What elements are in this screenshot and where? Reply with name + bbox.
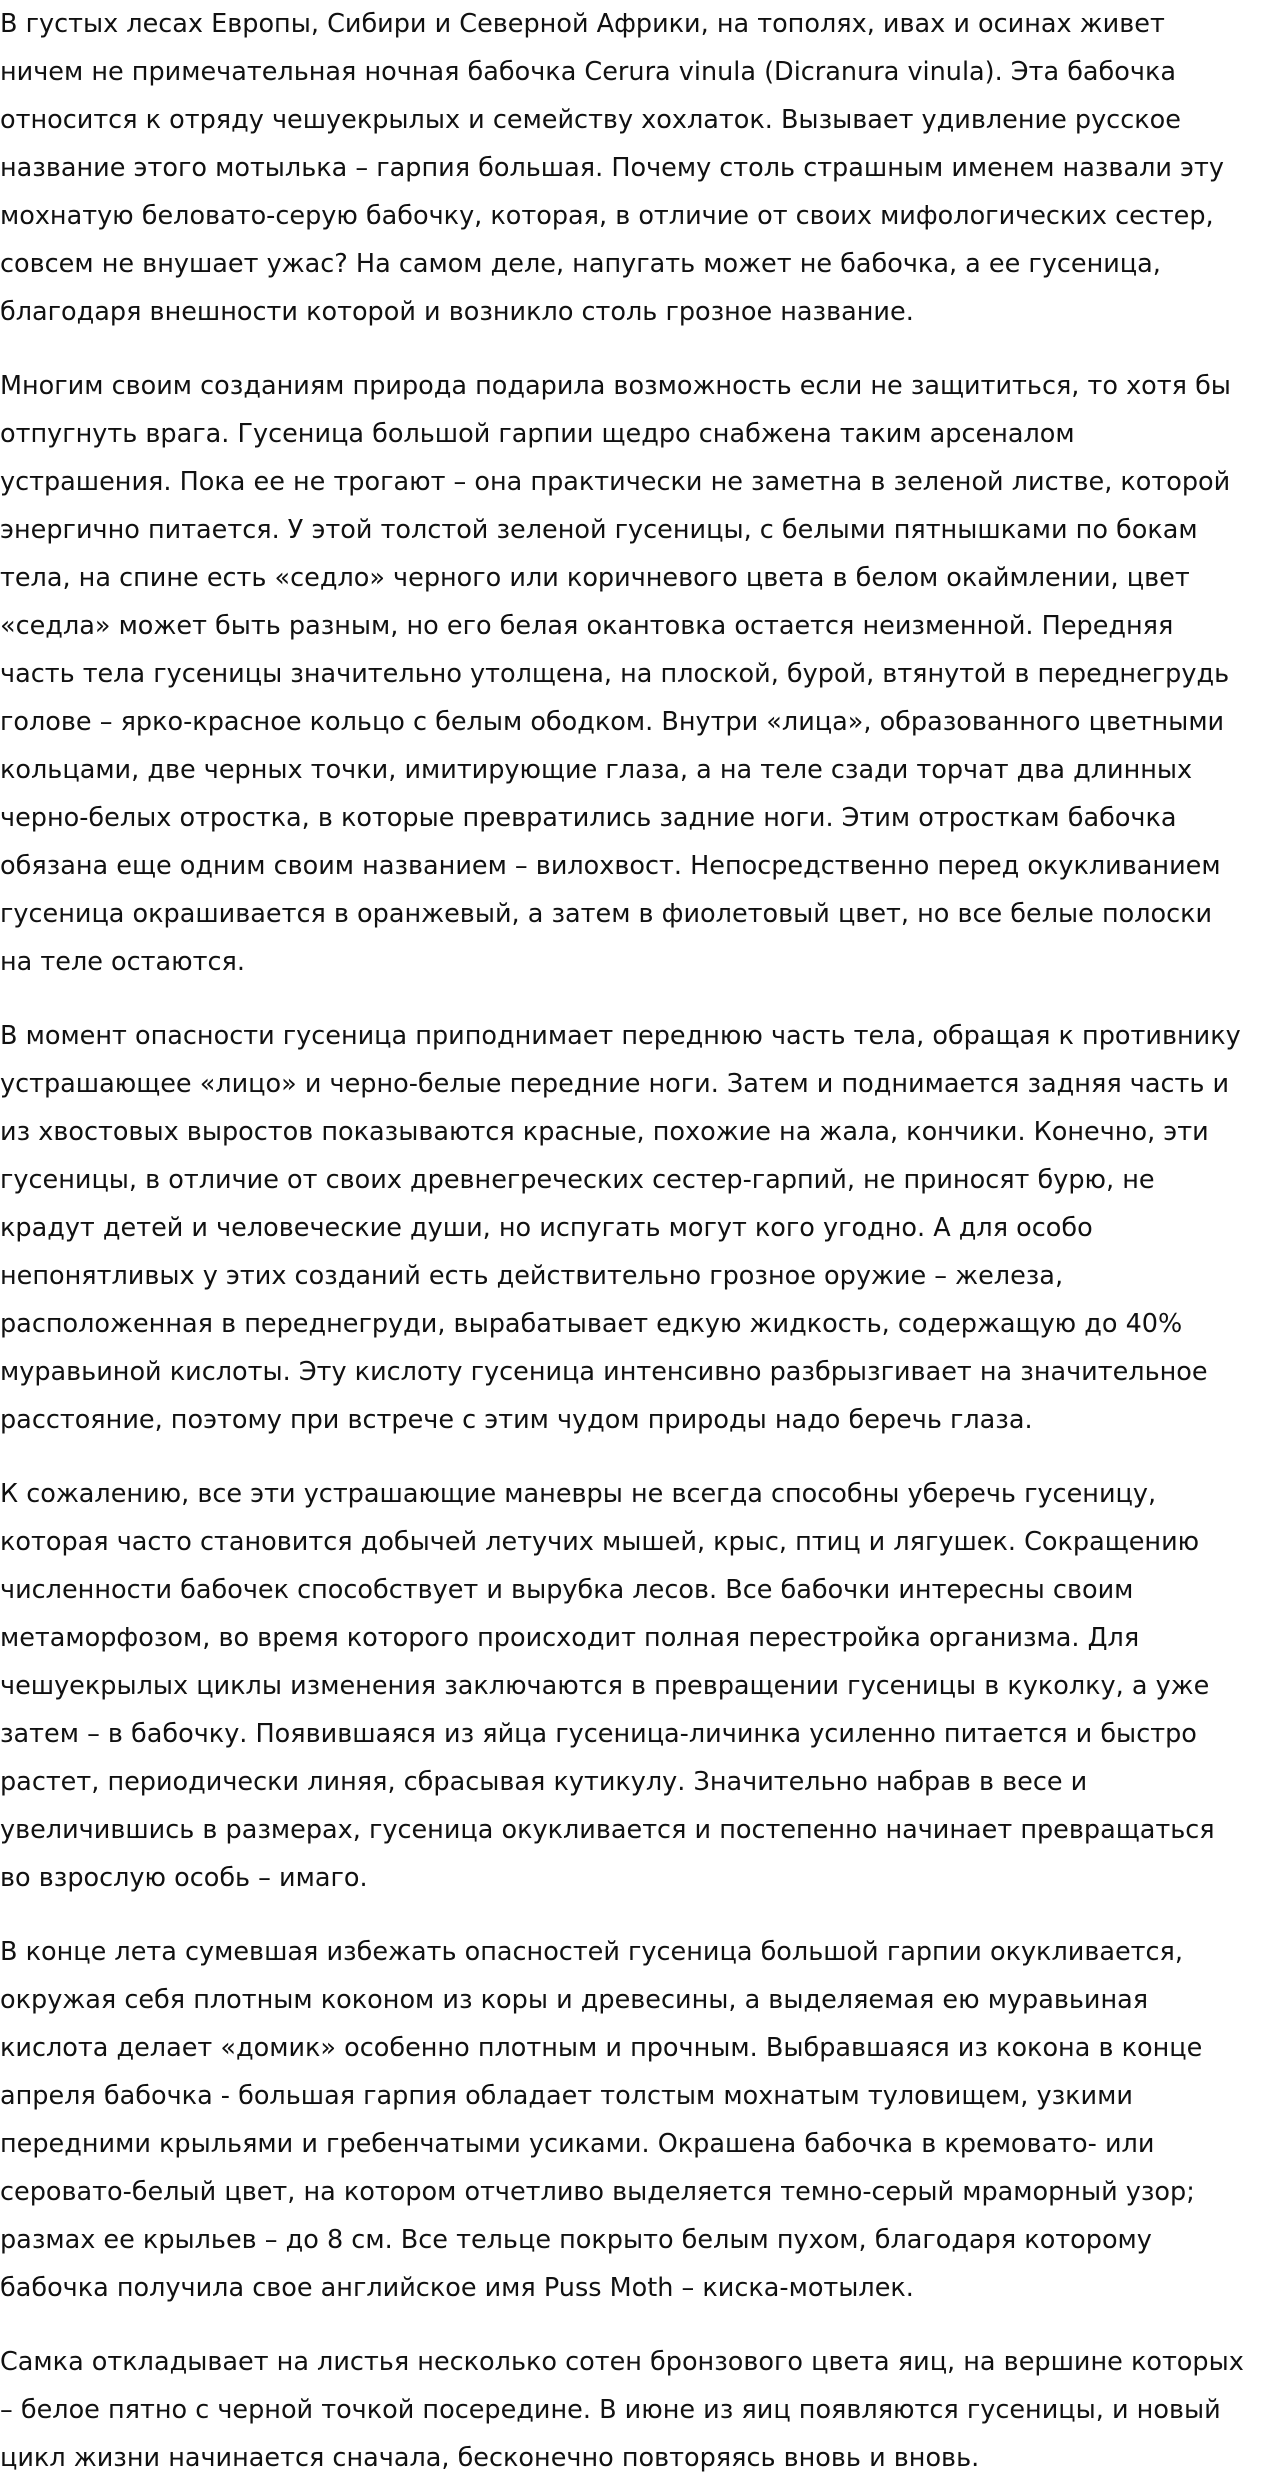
paragraph-line: устрашающее «лицо» и черно-белые передние ноги. Затем и поднимается задняя часть и (0, 1069, 1230, 1099)
paragraph-6 (0, 2338, 1270, 2482)
paragraph-line: кислота делает «домик» особенно плотным и прочным. Выбравшаяся из кокона в конце (0, 2033, 1203, 2063)
paragraph-line: чешуекрылых циклы изменения заключаются в превращении гусеницы в куколку, а уже (0, 1671, 1210, 1701)
paragraph-line: размах ее крыльев – до 8 см. Все тельце покрыто белым пухом, благодаря которому (0, 2225, 1152, 2255)
paragraph-line: В густых лесах Европы, Сибири и Северной Африки, на тополях, ивах и осинах живет (0, 9, 1165, 39)
paragraph-line: Многим своим созданиям природа подарила возможность если не защититься, то хотя бы (0, 371, 1231, 401)
paragraph-3 (0, 1012, 1270, 1444)
paragraph-line: благодаря внешности которой и возникло столь грозное название. (0, 297, 914, 327)
paragraph-line: кольцами, две черных точки, имитирующие глаза, а на теле сзади торчат два длинных (0, 755, 1193, 785)
paragraph-line: Самка откладывает на листья несколько сотен бронзового цвета яиц, на вершине которых (0, 2347, 1244, 2377)
paragraph-line: крадут детей и человеческие души, но испугать могут кого угодно. А для особо (0, 1213, 1093, 1243)
paragraph-line: непонятливых у этих созданий есть действительно грозное оружие – железа, (0, 1261, 1064, 1291)
paragraph-line: название этого мотылька – гарпия большая. Почему столь страшным именем назвали эту (0, 153, 1224, 183)
paragraph-line: часть тела гусеницы значительно утолщена, на плоской, бурой, втянутой в переднегрудь (0, 659, 1230, 689)
paragraph-line: – белое пятно с черной точкой посередине. В июне из яиц появляются гусеницы, и новый (0, 2395, 1221, 2425)
paragraph-line: бабочка получила свое английское имя Puss Moth – киска-мотылек. (0, 2273, 914, 2303)
paragraph-line: метаморфозом, во время которого происходит полная перестройка организма. Для (0, 1623, 1140, 1653)
paragraph-line: «седла» может быть разным, но его белая окантовка остается неизменной. Передняя (0, 611, 1174, 641)
paragraph-line: увеличившись в размерах, гусеница окукливается и постепенно начинает превращаться (0, 1815, 1215, 1845)
paragraph-line: голове – ярко-красное кольцо с белым ободком. Внутри «лица», образованного цветными (0, 707, 1225, 737)
paragraph-line: апреля бабочка - большая гарпия обладает толстым мохнатым туловищем, узкими (0, 2081, 1133, 2111)
paragraph-line: черно-белых отростка, в которые превратились задние ноги. Этим отросткам бабочка (0, 803, 1177, 833)
paragraph-line: цикл жизни начинается сначала, бесконечно повторяясь вновь и вновь. (0, 2443, 980, 2473)
paragraph-line: из хвостовых выростов показываются красные, похожие на жала, кончики. Конечно, эти (0, 1117, 1209, 1147)
paragraph-line: которая часто становится добычей летучих мышей, крыс, птиц и лягушек. Сокращению (0, 1527, 1200, 1557)
paragraph-2 (0, 362, 1270, 986)
paragraph-1 (0, 0, 1270, 336)
paragraph-5 (0, 1928, 1270, 2312)
paragraph-line: совсем не внушает ужас? На самом деле, напугать может не бабочка, а ее гусеница, (0, 249, 1161, 279)
paragraph-line: В конце лета сумевшая избежать опасностей гусеница большой гарпии окукливается, (0, 1937, 1183, 1967)
paragraph-line: мохнатую беловато-серую бабочку, которая, в отличие от своих мифологических сестер, (0, 201, 1214, 231)
paragraph-line: затем – в бабочку. Появившаяся из яйца гусеница-личинка усиленно питается и быстро (0, 1719, 1197, 1749)
paragraph-line: расположенная в переднегруди, вырабатывает едкую жидкость, содержащую до 40% (0, 1309, 1183, 1339)
paragraph-line: ничем не примечательная ночная бабочка Cerura vinula (Dicranura vinula). Эта бабочка (0, 57, 1176, 87)
paragraph-line: численности бабочек способствует и вырубка лесов. Все бабочки интересны своим (0, 1575, 1134, 1605)
paragraph-line: расстояние, поэтому при встрече с этим чудом природы надо беречь глаза. (0, 1405, 1033, 1435)
paragraph-line: тела, на спине есть «седло» черного или коричневого цвета в белом окаймлении, цвет (0, 563, 1190, 593)
paragraph-4 (0, 1470, 1270, 1902)
paragraph-line: передними крыльями и гребенчатыми усиками. Окрашена бабочка в кремовато- или (0, 2129, 1155, 2159)
paragraph-line: обязана еще одним своим названием – вилохвост. Непосредственно перед окукливанием (0, 851, 1221, 881)
paragraph-line: во взрослую особь – имаго. (0, 1863, 368, 1893)
paragraph-line: К сожалению, все эти устрашающие маневры не всегда способны уберечь гусеницу, (0, 1479, 1157, 1509)
paragraph-line: гусеница окрашивается в оранжевый, а затем в фиолетовый цвет, но все белые полоски (0, 899, 1213, 929)
paragraph-line: серовато-белый цвет, на котором отчетливо выделяется темно-серый мраморный узор; (0, 2177, 1195, 2207)
paragraph-line: гусеницы, в отличие от своих древнегреческих сестер-гарпий, не приносят бурю, не (0, 1165, 1155, 1195)
paragraph-line: растет, периодически линяя, сбрасывая кутикулу. Значительно набрав в весе и (0, 1767, 1088, 1797)
paragraph-line: относится к отряду чешуекрылых и семейству хохлаток. Вызывает удивление русское (0, 105, 1181, 135)
paragraph-line: устрашения. Пока ее не трогают – она практически не заметна в зеленой листве, которой (0, 467, 1231, 497)
paragraph-line: окружая себя плотным коконом из коры и древесины, а выделяемая ею муравьиная (0, 1985, 1149, 2015)
paragraph-line: муравьиной кислоты. Эту кислоту гусеница интенсивно разбрызгивает на значительное (0, 1357, 1208, 1387)
paragraph-line: В момент опасности гусеница приподнимает переднюю часть тела, обращая к противнику (0, 1021, 1241, 1051)
paragraph-line: отпугнуть врага. Гусеница большой гарпии щедро снабжена таким арсеналом (0, 419, 1075, 449)
paragraph-line: на теле остаются. (0, 947, 245, 977)
paragraph-line: энергично питается. У этой толстой зеленой гусеницы, с белыми пятнышками по бокам (0, 515, 1198, 545)
